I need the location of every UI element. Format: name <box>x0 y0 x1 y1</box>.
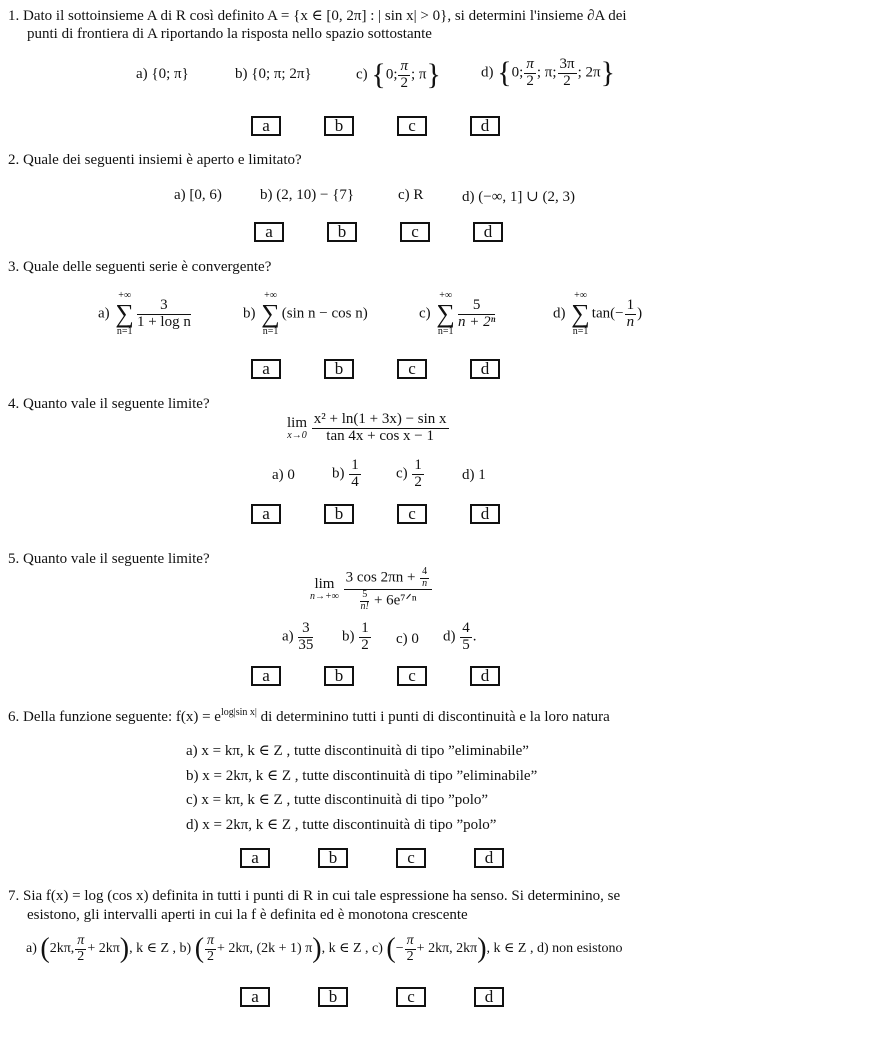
q7-answer-box-b[interactable]: b <box>318 987 348 1007</box>
q1-option-b: b) {0; π; 2π} <box>235 66 312 82</box>
question-6-text: 6. Della funzione seguente: $f(x) = e^{log|sin x|}$ di determinino tutti i punti di discontinuità e la loro natura <box>8 707 610 725</box>
q4-answer-box-d[interactable]: d <box>470 504 500 524</box>
q5-limit-expression: lim n→+∞ 3 cos 2πn + $\frac{4}{n}$ $\frac{5}{n!}$ + 6e⁷ᐟⁿ <box>310 567 433 612</box>
q1-option-a: a) {0; π} <box>136 66 189 82</box>
q2-option-d: d) (−∞, 1] ∪ (2, 3) <box>462 189 575 205</box>
q2-option-a: a) [0, 6) <box>174 187 222 203</box>
q2-answer-box-c[interactable]: c <box>400 222 430 242</box>
q5-answer-box-a[interactable]: a <box>251 666 281 686</box>
q7-answer-box-a[interactable]: a <box>240 987 270 1007</box>
q4-limit-expression: lim x→0 $\frac{\text{x² + ln(1 + 3x) − sin x}}{\text{tan 4x + cos x − 1}}$ <box>287 411 447 444</box>
q3-answer-box-d[interactable]: d <box>470 359 500 379</box>
q2-option-c: c) R <box>398 187 424 203</box>
question-3-text: 3. Quale delle seguenti serie è convergente? <box>8 259 272 275</box>
question-1-text-line1: 1. Dato il sottoinsieme A di R così definito A = {x ∈ [0, 2π] : | sin x| > 0}, si determini l'insieme ∂A dei <box>8 8 627 24</box>
question-7-text-line2: esistono, gli intervalli aperti in cui la f è definita ed è monotona crescente <box>27 907 468 923</box>
q2-answer-box-a[interactable]: a <box>254 222 284 242</box>
q6-option-b: b) x = 2kπ, k ∈ Z , tutte discontinuità di tipo ”eliminabile” <box>186 768 538 784</box>
q6-option-a: a) x = kπ, k ∈ Z , tutte discontinuità di tipo ”eliminabile” <box>186 743 529 759</box>
q3-option-d: d) +∞ ∑ n=1 tan(− $\frac{1}{n}$ ) <box>553 290 643 337</box>
q5-answer-box-d[interactable]: d <box>470 666 500 686</box>
question-1-text-line2: punti di frontiera di A riportando la risposta nello spazio sottostante <box>27 26 432 42</box>
q3-option-b: b) +∞ ∑ n=1 (sin n − cos n) <box>243 290 368 337</box>
q1-answer-box-c[interactable]: c <box>397 116 427 136</box>
question-7-text-line1: 7. Sia f(x) = log (cos x) definita in tutti i punti di R in cui tale espressione ha senso. Si determinino, se <box>8 888 621 904</box>
q1-answer-box-b[interactable]: b <box>324 116 354 136</box>
q3-option-c: c) +∞ ∑ n=1 $\frac{5}{\text{n + 2ⁿ}}$ <box>419 290 496 337</box>
q6-answer-box-b[interactable]: b <box>318 848 348 868</box>
q1-answer-box-a[interactable]: a <box>251 116 281 136</box>
q5-answer-box-c[interactable]: c <box>397 666 427 686</box>
q6-option-d: d) x = 2kπ, k ∈ Z , tutte discontinuità di tipo ”polo” <box>186 817 497 833</box>
q6-option-c: c) x = kπ, k ∈ Z , tutte discontinuità di tipo ”polo” <box>186 792 489 808</box>
q1-option-d: d) {0; $\frac{\pi}{2}$ ; π; $\frac{3\pi}{2}$ ; 2π} <box>481 55 615 89</box>
q3-answer-box-b[interactable]: b <box>324 359 354 379</box>
q3-answer-box-c[interactable]: c <box>397 359 427 379</box>
q4-option-d: d) 1 <box>462 467 486 483</box>
q4-answer-box-c[interactable]: c <box>397 504 427 524</box>
q6-answer-box-a[interactable]: a <box>240 848 270 868</box>
q5-option-b: b) $\frac{1}{2}$ <box>342 620 369 653</box>
q4-option-a: a) 0 <box>272 467 295 483</box>
q7-options: a) (2kπ, $\frac{\pi}{2}$ + 2kπ), k ∈ Z , b) ( $\frac{\pi}{2}$ + 2kπ, (2k + 1) π), k ∈ Z , c) (− $\frac{\pi}{2}$ + 2kπ, 2kπ), k ∈ Z , d) non esistono <box>26 932 623 964</box>
q4-answer-box-a[interactable]: a <box>251 504 281 524</box>
q4-answer-box-b[interactable]: b <box>324 504 354 524</box>
q7-answer-box-d[interactable]: d <box>474 987 504 1007</box>
q4-option-b: b) $\frac{1}{4}$ <box>332 457 359 490</box>
q6-answer-box-d[interactable]: d <box>474 848 504 868</box>
q5-option-d: d) $\frac{4}{5}$ . <box>443 620 477 653</box>
q7-answer-box-c[interactable]: c <box>396 987 426 1007</box>
q5-option-c: c) 0 <box>396 631 419 647</box>
q2-answer-box-b[interactable]: b <box>327 222 357 242</box>
q3-option-a: a) +∞ ∑ n=1 $\frac{3}{\text{1 + log n}}$ <box>98 290 191 337</box>
q6-answer-box-c[interactable]: c <box>396 848 426 868</box>
question-4-text: 4. Quanto vale il seguente limite? <box>8 396 210 412</box>
question-5-text: 5. Quanto vale il seguente limite? <box>8 551 210 567</box>
q1-option-c: c) {0; $\frac{\pi}{2}$ ; π} <box>356 57 441 91</box>
question-2-text: 2. Quale dei seguenti insiemi è aperto e limitato? <box>8 152 302 168</box>
q1-answer-box-d[interactable]: d <box>470 116 500 136</box>
q2-option-b: b) (2, 10) − {7} <box>260 187 355 203</box>
q3-answer-box-a[interactable]: a <box>251 359 281 379</box>
q5-option-a: a) $\frac{3}{35}$ <box>282 620 314 653</box>
q2-answer-box-d[interactable]: d <box>473 222 503 242</box>
q4-option-c: c) $\frac{1}{2}$ <box>396 457 422 490</box>
q5-answer-box-b[interactable]: b <box>324 666 354 686</box>
